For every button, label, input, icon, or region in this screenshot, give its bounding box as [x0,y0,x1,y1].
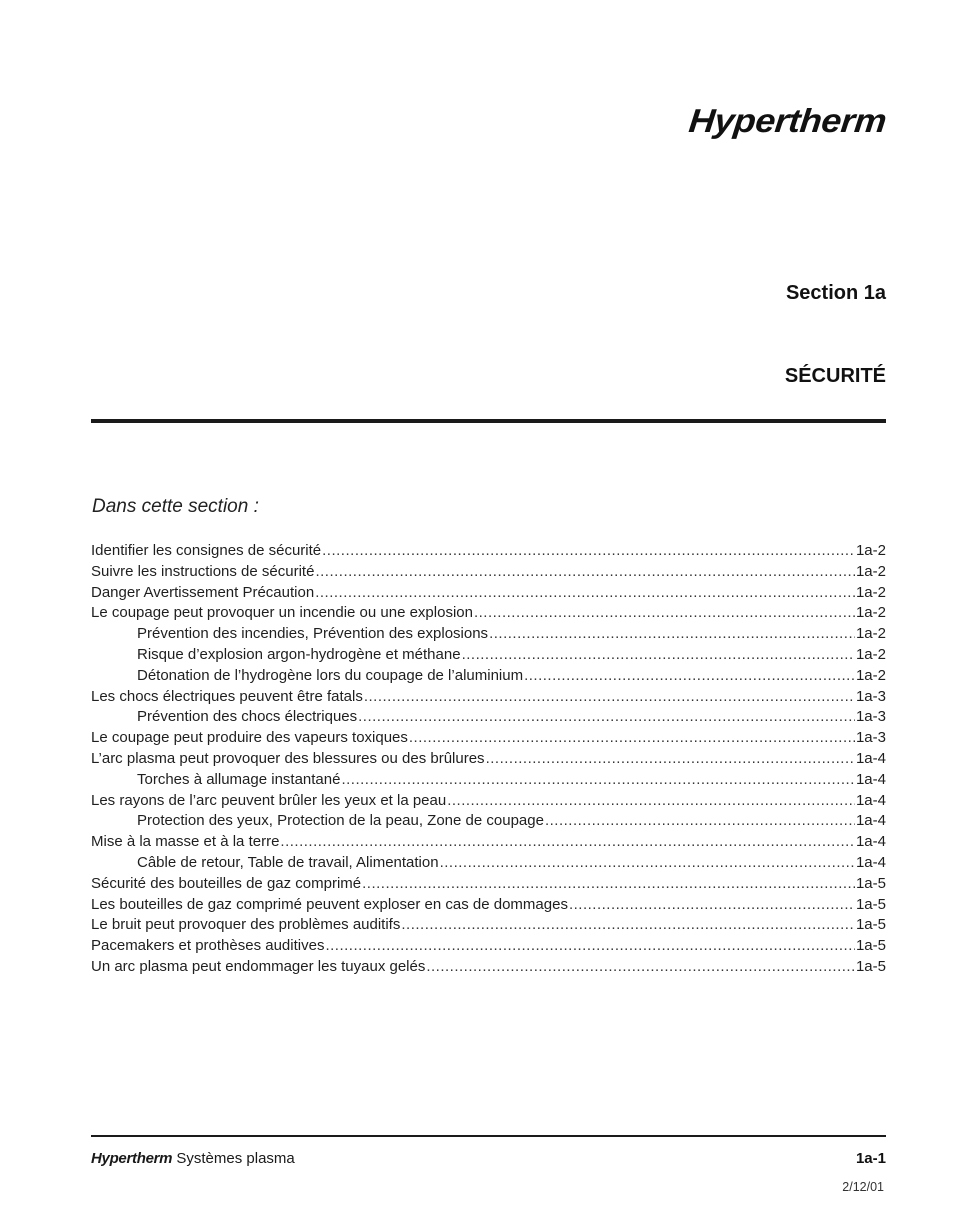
toc-leader-dots [524,666,855,687]
toc-entry[interactable] [91,832,886,853]
toc-leader-dots [486,749,855,770]
toc-entry[interactable] [91,728,886,749]
toc-entry-label: Sécurité des bouteilles de gaz comprimé [91,874,362,892]
toc-entry-label: Pacemakers et prothèses auditives [91,937,325,955]
toc-entry-label: Suivre les instructions de sécurité [91,562,315,580]
toc-entry-page: 1a-2 [855,625,886,643]
toc-entry-label: Détonation de l’hydrogène lors du coupage de l’aluminium [137,666,524,684]
toc-entry[interactable] [91,603,886,624]
revision-date: 2/12/01 [842,1180,884,1194]
toc-entry-page: 1a-4 [855,812,886,830]
toc-entry-label: Le coupage peut provoquer un incendie ou une explosion [91,604,473,622]
toc-entry-label: Le bruit peut provoquer des problèmes auditifs [91,916,401,934]
toc-intro-heading: Dans cette section : [92,496,259,517]
toc-leader-dots [358,707,855,728]
toc-entry[interactable] [91,957,886,978]
toc-entry-label: Les chocs électriques peuvent être fatals [91,687,363,705]
toc-entry-label: Risque d’explosion argon-hydrogène et méthane [137,645,461,663]
header-divider [91,419,886,423]
toc-leader-dots [426,957,855,978]
toc-leader-dots [409,728,855,749]
toc-entry-page: 1a-4 [855,749,886,767]
toc-leader-dots [322,541,855,562]
toc-entry-label: Danger Avertissement Précaution [91,583,315,601]
section-number: Section 1a [785,282,886,304]
toc-entry[interactable] [91,666,886,687]
toc-leader-dots [315,562,855,583]
toc-entry-page: 1a-2 [855,562,886,580]
toc-entry[interactable] [91,811,886,832]
toc-entry[interactable] [91,915,886,936]
toc-entry[interactable] [91,874,886,895]
toc-leader-dots [325,936,855,957]
toc-entry-page: 1a-5 [855,957,886,975]
footer-product: Systèmes plasma [176,1150,295,1167]
toc-entry[interactable] [91,770,886,791]
toc-entry-page: 1a-5 [855,916,886,934]
toc-leader-dots [462,645,855,666]
toc-leader-dots [401,915,855,936]
toc-entry-page: 1a-3 [855,687,886,705]
toc-leader-dots [341,770,855,791]
toc-entry[interactable] [91,583,886,604]
toc-entry-page: 1a-4 [855,833,886,851]
toc-leader-dots [569,895,855,916]
toc-entry[interactable] [91,687,886,708]
toc-entry-page: 1a-2 [855,666,886,684]
toc-entry[interactable] [91,541,886,562]
toc-entry-page: 1a-3 [855,729,886,747]
toc-entry-label: Torches à allumage instantané [137,770,341,788]
toc-leader-dots [315,583,855,604]
toc-entry-label: L’arc plasma peut provoquer des blessures ou des brûlures [91,749,485,767]
toc-entry[interactable] [91,749,886,770]
toc-entry-label: Le coupage peut produire des vapeurs toxiques [91,729,408,747]
toc-entry[interactable] [91,791,886,812]
toc-leader-dots [489,624,855,645]
toc-entry[interactable] [91,707,886,728]
page-number: 1a-1 [855,1150,886,1167]
toc-entry-page: 1a-4 [855,770,886,788]
toc-entry-page: 1a-5 [855,895,886,913]
toc-entry-label: Câble de retour, Table de travail, Alimentation [137,853,439,871]
toc-entry[interactable] [91,853,886,874]
toc-entry[interactable] [91,936,886,957]
toc-entry-page: 1a-2 [855,542,886,559]
toc-leader-dots [447,791,855,812]
table-of-contents [91,541,886,978]
toc-entry-page: 1a-4 [855,853,886,871]
toc-entry-page: 1a-2 [855,583,886,601]
section-title: SÉCURITÉ [784,365,886,387]
toc-entry[interactable] [91,645,886,666]
toc-entry-label: Mise à la masse et à la terre [91,833,280,851]
toc-entry-label: Les rayons de l’arc peuvent brûler les yeux et la peau [91,791,447,809]
toc-entry-label: Les bouteilles de gaz comprimé peuvent exploser en cas de dommages [91,895,568,913]
toc-leader-dots [280,832,855,853]
toc-entry-label: Prévention des chocs électriques [137,708,358,726]
footer-brand: Hypertherm [91,1150,173,1167]
toc-entry-label: Protection des yeux, Protection de la peau, Zone de coupage [137,812,544,830]
footer-divider [91,1135,886,1137]
toc-entry-label: Identifier les consignes de sécurité [91,542,322,559]
hypertherm-logo: Hypertherm [687,101,889,140]
toc-leader-dots [474,603,855,624]
toc-entry-page: 1a-4 [855,791,886,809]
toc-entry-page: 1a-3 [855,708,886,726]
toc-entry-page: 1a-5 [855,874,886,892]
toc-leader-dots [440,853,855,874]
toc-leader-dots [362,874,855,895]
toc-entry-page: 1a-2 [855,645,886,663]
toc-entry-label: Prévention des incendies, Prévention des explosions [137,625,489,643]
toc-entry-page: 1a-5 [855,937,886,955]
toc-leader-dots [364,687,855,708]
footer-product-line [91,1150,295,1167]
toc-leader-dots [545,811,855,832]
toc-entry-label: Un arc plasma peut endommager les tuyaux gelés [91,957,426,975]
toc-entry[interactable] [91,624,886,645]
toc-entry[interactable] [91,895,886,916]
toc-entry-page: 1a-2 [855,604,886,622]
toc-entry[interactable] [91,562,886,583]
